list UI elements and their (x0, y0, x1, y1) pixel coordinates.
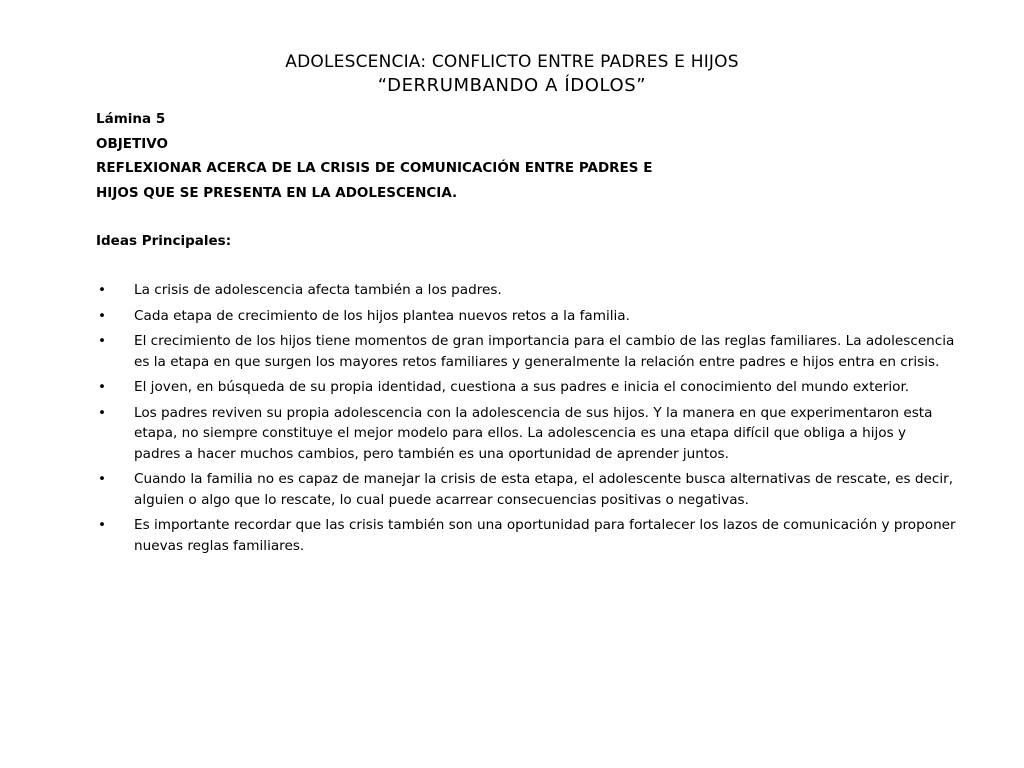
bullet-icon: • (98, 282, 107, 298)
list-item-text: El crecimiento de los hijos tiene momentos de gran importancia para el cambio de las reglas familiares. La adolescencia es la etapa en que surgen los mayores retos familiares y generalmente la relación entre padres e hijos entra en crisis. (134, 333, 955, 370)
list-item-text: Los padres reviven su propia adolescencia con la adolescencia de sus hijos. Y la manera en que experimentaron esta etapa, no siempre constituye el mejor modelo para ellos. La adolescencia es una etapa difícil que obliga a hijos y padres a hacer muchos cambios, pero también es una oportunidad de aprender juntos. (134, 404, 933, 462)
bullet-icon: • (98, 404, 107, 421)
list-item-text: Es importante recordar que las crisis también son una oportunidad para fortalecer los lazos de comunicación y proponer nuevas reglas familiares. (134, 517, 956, 554)
title-line-1: ADOLESCENCIA: CONFLICTO ENTRE PADRES E HIJOS (285, 52, 739, 72)
title-line-2: “DERRUMBANDO A ÍDOLOS” (377, 75, 647, 96)
bullet-icon: • (98, 307, 107, 324)
bullet-icon: • (98, 333, 107, 349)
objetivo-heading: OBJETIVO (96, 135, 168, 152)
list-item (96, 403, 956, 465)
slide-title (0, 50, 1024, 98)
list-item (96, 377, 956, 398)
list-item (96, 469, 956, 510)
objetivo-text-line-2: HIJOS QUE SE PRESENTA EN LA ADOLESCENCIA. (96, 184, 458, 201)
bullet-icon: • (98, 471, 107, 487)
ideas-list (96, 280, 956, 561)
objetivo-text-line-1: REFLEXIONAR ACERCA DE LA CRISIS DE COMUNICACIÓN ENTRE PADRES E (96, 160, 653, 176)
list-item-text: La crisis de adolescencia afecta también a los padres. (134, 282, 502, 298)
list-item (96, 306, 956, 327)
list-item-text: Cuando la familia no es capaz de manejar la crisis de esta etapa, el adolescente busca alternativas de rescate, es decir, alguien o algo que lo rescate, lo cual puede acarrear consecuencias positivas o negativas. (134, 471, 954, 508)
list-item (96, 515, 956, 556)
bullet-icon: • (98, 379, 107, 395)
list-item-text: Cada etapa de crecimiento de los hijos plantea nuevos retos a la familia. (134, 307, 630, 324)
objective-section (96, 107, 956, 205)
list-item (96, 280, 956, 301)
lamina-label: Lámina 5 (96, 111, 166, 127)
ideas-heading: Ideas Principales: (96, 233, 232, 249)
list-item (96, 331, 956, 372)
bullet-icon: • (98, 517, 107, 533)
list-item-text: El joven, en búsqueda de su propia identidad, cuestiona a sus padres e inicia el conocimiento del mundo exterior. (134, 379, 910, 395)
